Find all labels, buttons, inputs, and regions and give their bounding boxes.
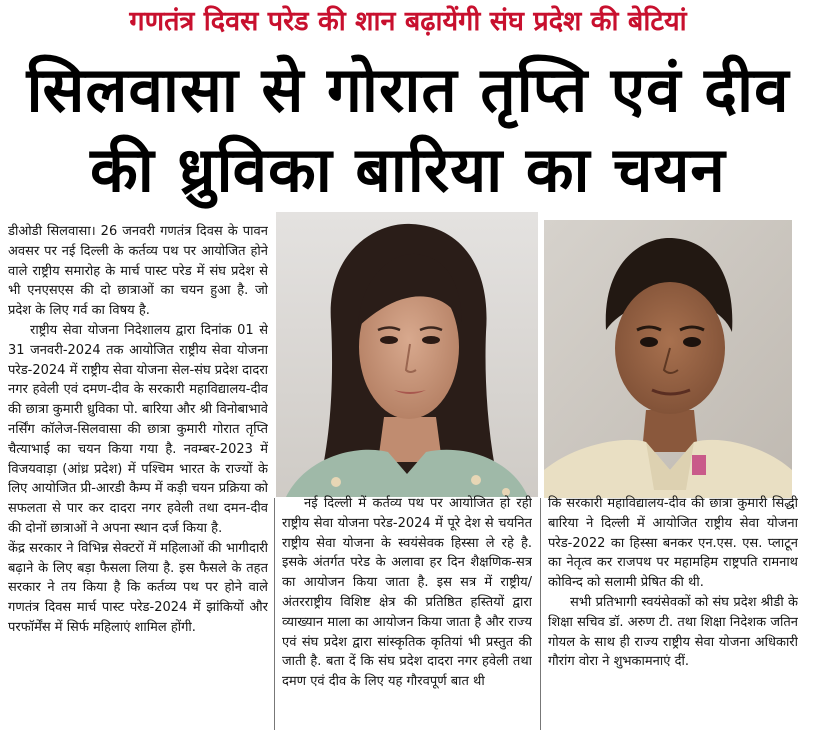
- column-3-paragraph-1: कि सरकारी महाविद्यालय-दीव की छात्रा कुमारी सिद्धी बारिया ने दिल्ली में आयोजित राष्ट्रीय सेवा योजना परेड-2022 का हिस्सा बनकर एन.एस. एस. प्लाटून का नेतृत्व कर राजपथ पर महामहिम राष्ट्रपति रामनाथ कोविन्द को सलामी प्रेषित की थी.: [548, 496, 798, 591]
- article-column-3: [548, 494, 798, 734]
- headline-line-2: की ध्रुविका बारिया का चयन: [90, 133, 726, 206]
- article-column-2: [282, 494, 532, 734]
- headline-line-1: सिलवासा से गोरात तृप्ति एवं दीव: [26, 53, 790, 126]
- column-2-paragraph-1: नई दिल्ली में कर्तव्य पथ पर आयोजित हो रही राष्ट्रीय सेवा योजना परेड-2024 में पूरे देश से चयनित राष्ट्रीय सेवा योजना के स्वयंसेवक हिस्सा ले रहे है. इसके अंतर्गत परेड के अलावा हर दिन शैक्षणिक-सत्र का आयोजन किया जाता है. इस सत्र में राष्ट्रीय/अंतरराष्ट्रीय विशिष्ट क्षेत्र की प्रतिष्ठित हस्तियों द्वारा व्याख्यान माला का आयोजन किया जाता है और राज्य एवं संघ प्रदेश द्वारा सांस्कृतिक कृतियां भी प्रस्तुत की जाती है. बता दें कि संघ प्रदेश दादरा नगर हवेली तथा दमण एवं दीव के लिए यह गौरवपूर्ण बात थी: [282, 496, 532, 690]
- portrait-right-image: [544, 220, 792, 498]
- column-1-paragraph-1: डीओडी सिलवासा। 26 जनवरी गणतंत्र दिवस के पावन अवसर पर नई दिल्ली के कर्तव्य पथ पर आयोजित होने वाले राष्ट्रीय समारोह के मार्च पास्ट परेड में संघ प्रदेश से भी एनएसएस की दो छात्राओं का चयन हुआ है. जो प्रदेश के लिए गर्व का विषय है.: [8, 224, 268, 319]
- column-divider-2: [540, 498, 541, 730]
- column-3-paragraph-2: सभी प्रतिभागी स्वयंसेवकों को संघ प्रदेश श्रीडी के शिक्षा सचिव डॉ. अरुण टी. तथा शिक्षा निदेशक जतिन गोयल के साथ ही राज्य राष्ट्रीय सेवा योजना अधिकारी गौरांग वोरा ने शुभकामनाएं दीं.: [548, 594, 798, 670]
- portrait-left-image: [276, 212, 538, 497]
- column-1-paragraph-2: राष्ट्रीय सेवा योजना निदेशालय द्वारा दिनांक 01 से 31 जनवरी-2024 तक आयोजित राष्ट्रीय सेवा योजना परेड-2024 में राष्ट्रीय सेवा योजना सेल-संघ प्रदेश दादरा नगर हवेली एवं दमण-दीव के सरकारी महाविद्यालय-दीव की छात्रा कुमारी ध्रुविका पो. बारिया और श्री विनोबाभावे नर्सिंग कॉलेज-सिलवासा की छात्रा कुमारी गोरात तृप्ति चैत्याभाई का चयन किया गया है. नवम्बर-2023 में विजयवाड़ा (आंध्र प्रदेश) में पश्चिम भारत के राज्यों के लिए आयोजित प्री-आरडी कैम्प में कड़ी चयन प्रक्रिया को सफलता से पार कर दादरा नगर हवेली तथा दमन-दीव की दोनों छात्राओं ने अपना स्थान दर्ज किया है.: [8, 322, 268, 536]
- column-divider-1: [274, 498, 275, 730]
- photo-right: [544, 220, 792, 498]
- article-column-1: [8, 222, 268, 734]
- article-kicker: गणतंत्र दिवस परेड की शान बढ़ायेंगी संघ प्रदेश की बेटियां: [129, 6, 687, 37]
- photo-left: [276, 212, 538, 497]
- column-1-paragraph-3: केंद्र सरकार ने विभिन्न सेक्टरों में महिलाओं की भागीदारी बढ़ाने के लिए बड़ा फैसला लिया है. इस फैसले के तहत सरकार ने तय किया है कि कर्तव्य पथ पर होने वाले गणतंत्र दिवस मार्च पास्ट परेड-2024 में झांकियों और परफॉर्मेंस में सिर्फ महिलाएं शामिल होंगी.: [8, 540, 268, 635]
